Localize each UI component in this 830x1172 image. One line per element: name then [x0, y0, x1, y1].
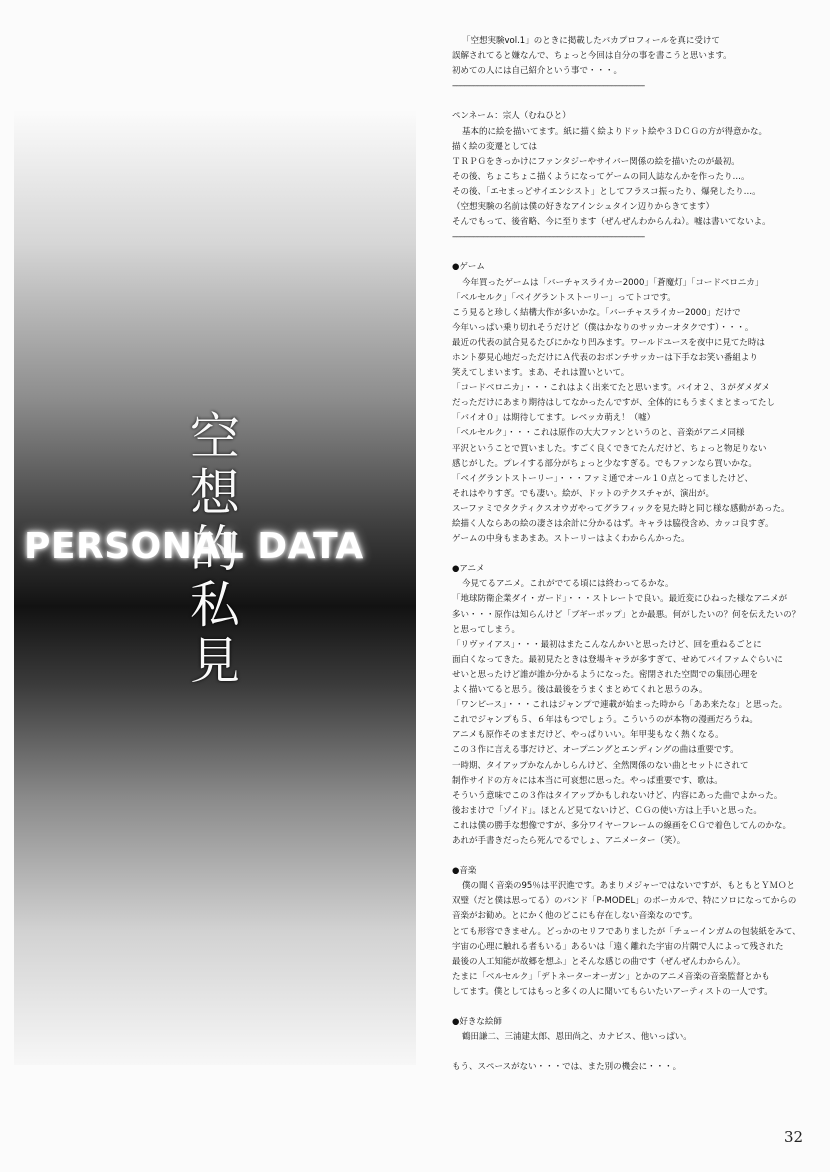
- text-line: 「ベルセルク」「ベイグラントストーリー」ってトコです。: [452, 292, 676, 303]
- text-line: 「ワンピース」・・・これはジャンプで連載が始まった時から「ああ来たな」と思った。: [452, 700, 788, 711]
- text-line: 今年いっぱい乗り切れそうだけど（僕はかなりのサッカーオタクです）・・・。: [452, 322, 754, 333]
- game-heading: ●ゲーム: [452, 262, 485, 273]
- text-line: あれが手書きだったら死んでるでしょ、アニメーター（笑）。: [452, 835, 686, 846]
- text-line: そういう意味でこの３作はタイアップかもしれないけど、内容にあった曲でよかった。: [452, 790, 783, 801]
- text-line: 描く絵の変遷としては: [452, 141, 538, 152]
- text-line: （空想実験の名前は僕の好きなアインシュタイン辺りからきてます）: [452, 202, 715, 213]
- text-line: 多い・・・原作は知らんけど「ブギーポップ」とか最悪。何がしたいの？何を伝えたいの？: [452, 609, 801, 620]
- text-line: と思ってしまう。: [452, 624, 521, 635]
- text-line: 「ベルセルク」・・・これは原作の大大ファンというのと、音楽がアニメ同様: [452, 428, 745, 439]
- text-line: 今年買ったゲームは「バーチャスライカー2000」「蒼魔灯」「コードベロニカ」: [462, 277, 764, 288]
- text-line: 制作サイドの方々には本当に可哀想に思った。やっぱ重要です、歌は。: [452, 775, 723, 786]
- text-line: 音楽がお勧め。とにかく他のどこにも存在しない音楽なのです。: [452, 911, 698, 922]
- text-line: 感じがした。プレイする部分がちょっと少なすぎる。でもファンなら買いかな。: [452, 458, 757, 469]
- text-line: これでジャンプも５、６年はもつでしょう。こういうのが本物の漫画だろうね。: [452, 715, 758, 726]
- text-line: ゲームの中身もまあまあ。ストーリーはよくわからんかった。: [452, 534, 690, 545]
- text-line: この３作に言える事だけど、オープニングとエンディングの曲は重要です。: [452, 745, 739, 756]
- vertical-title: 空想的私見: [182, 410, 240, 690]
- separator: ---------------------------------------------------------------------------------------------: [452, 81, 645, 92]
- anime-block: [452, 577, 820, 849]
- penname-heading: ペンネーム：宗人（むねひと）: [452, 111, 571, 122]
- artists-heading: ●好きな絵師: [452, 1017, 502, 1028]
- text-line: その後、ちょこちょこ描くようになってゲームの同人誌なんかを作ったり…。: [452, 171, 750, 182]
- penname-block: [452, 125, 820, 231]
- text-line: 笑えてしまいます。まあ、それは置いといて。: [452, 368, 630, 379]
- text-line: これは僕の勝手な想像ですが、多分ワイヤーフレームの線画をＣＧで着色してんのかな。: [452, 820, 791, 831]
- text-line: 「コードベロニカ」・・・これはよく出来てたと思います。バイオ２、３がダメダメ: [452, 383, 770, 394]
- text-line: せいと思ったけど誰が誰か分かるようになった。密閉された空間での集団心理を: [452, 669, 759, 680]
- text-line: 「リヴァイアス」・・・最初はまたこんなんかいと思ったけど、回を重ねるごとに: [452, 639, 762, 650]
- text-line: だっただけにあまり期待はしてなかったんですが、全体的にもうまくまとまってたし: [452, 398, 776, 409]
- text-line: 絵描く人ならあの絵の凄さは余計に分かるはず。キャラは脇役含め、カッコ良すぎ。: [452, 519, 774, 529]
- text-line: 面白くなってきた。最初見たときは登場キャラが多すぎて、せめてバイファムぐらいに: [452, 654, 783, 665]
- intro-block: [452, 34, 820, 79]
- text-line: スーファミでタクティクスオウガやってグラフィックを見た時と同じ様な感動があった。: [452, 503, 790, 514]
- text-line: アニメも原作そのままだけど、やっぱりいい。年甲斐もなく熱くなる。: [452, 730, 724, 741]
- text-line: ＴＲＰＧをきっかけにファンタジーやサイバー関係の絵を描いたのが最初。: [452, 156, 740, 167]
- page-number: 32: [784, 1128, 804, 1146]
- text-column: [452, 34, 820, 1134]
- text-line: 僕の聞く音楽の95％は平沢進です。あまりメジャーではないですが、もともとＹＭＯと: [462, 881, 795, 892]
- text-line: それはやりすぎ。でも凄い。絵が、ドットのテクスチャが、演出が。: [452, 488, 714, 499]
- text-line: たまに「ベルセルク」「デトネーターオーガン」とかのアニメ音楽の音楽監督とかも: [452, 971, 770, 982]
- text-line: その後、「エセまっどサイエンシスト」としてフラスコ振ったり、爆発したり…。: [452, 186, 761, 197]
- artists-block: [452, 1030, 820, 1045]
- text-line: 後おまけで「ゾイド」。ほとんど見てないけど、ＣＧの使い方は上手いと思った。: [452, 805, 762, 816]
- music-heading: ●音楽: [452, 866, 477, 877]
- text-line: 「バイオ０」は期待してます。レベッカ萌え！（嘘）: [452, 413, 656, 424]
- text-line: 一時期、タイアップかなんかしらんけど、全然関係のない曲とセットにされて: [452, 760, 749, 771]
- text-line: 「空想実験vol.1」のときに掲載したバカプロフィールを真に受けて: [462, 36, 720, 46]
- text-line: 「ベイグラントストーリー」・・・ファミ通でオール１０点とってましたけど、: [452, 473, 753, 484]
- text-line: 鶴田謙二、三浦建太郎、恩田尚之、カナビス、他いっぱい。: [462, 1032, 692, 1043]
- text-line: とても形容できません。どっかのセリフでありましたが「チューインガムの包装紙をみて、: [452, 926, 801, 937]
- separator: ---------------------------------------------------------------------------------------------: [452, 232, 645, 243]
- text-line: 「地球防衛企業ダイ・ガード」・・・ストレートで良い。最近変にひねった様なアニメが: [452, 594, 788, 605]
- text-line: してます。僕としてはもっと多くの人に聞いてもらいたいアーティストの一人です。: [452, 986, 773, 997]
- anime-heading: ●アニメ: [452, 564, 485, 575]
- music-block: [452, 879, 820, 1000]
- game-block: [452, 276, 820, 548]
- text-line: 今見てるアニメ。これがでてる頃には終わってるかな。: [462, 579, 674, 590]
- text-line: こう見ると珍しく結構大作が多いかな。「バーチャスライカー2000」だけで: [452, 307, 741, 318]
- text-line: 基本的に絵を描いてます。紙に描く絵よりドット絵や３ＤＣＧの方が得意かな。: [462, 126, 767, 137]
- text-line: 双璧（だと僕は思ってる）のバンド「P-MODEL」のボーカルで、特にソロになってからの: [452, 896, 797, 907]
- text-line: 誤解されてると嫌なんで、ちょっと今回は自分の事を書こうと思います。: [452, 51, 732, 62]
- text-line: 初めての人には自己紹介という事で・・・。: [452, 66, 623, 77]
- text-line: 平沢ということで買いました。すごく良くできてたんだけど、ちょっと物足りない: [452, 443, 767, 454]
- text-line: ホント夢見心地だっただけにＡ代表のおポンチサッカーは下手なお笑い番組より: [452, 352, 758, 363]
- text-line: 宇宙の心理に触れる者もいる」あるいは「遠く離れた宇宙の片隅で人によって残された: [452, 941, 784, 952]
- closing-line: もう、スペースがない・・・では、また別の機会に・・・。: [452, 1062, 682, 1073]
- text-line: 最後の人工知能が故郷を想ふ」とそんな感じの曲です（ぜんぜんわからん）。: [452, 956, 746, 967]
- text-line: そんでもって、後省略、今に至ります（ぜんぜんわからんね）。嘘は書いてないよ。: [452, 217, 771, 228]
- text-line: よく描いてると思う。後は最後をうまくまとめてくれと思うのみ。: [452, 685, 708, 696]
- text-line: 最近の代表の試合見るたびにかなり凹みます。ワールドユースを夜中に見てた時は: [452, 337, 765, 348]
- english-title: PERSONAL DATA: [24, 526, 364, 567]
